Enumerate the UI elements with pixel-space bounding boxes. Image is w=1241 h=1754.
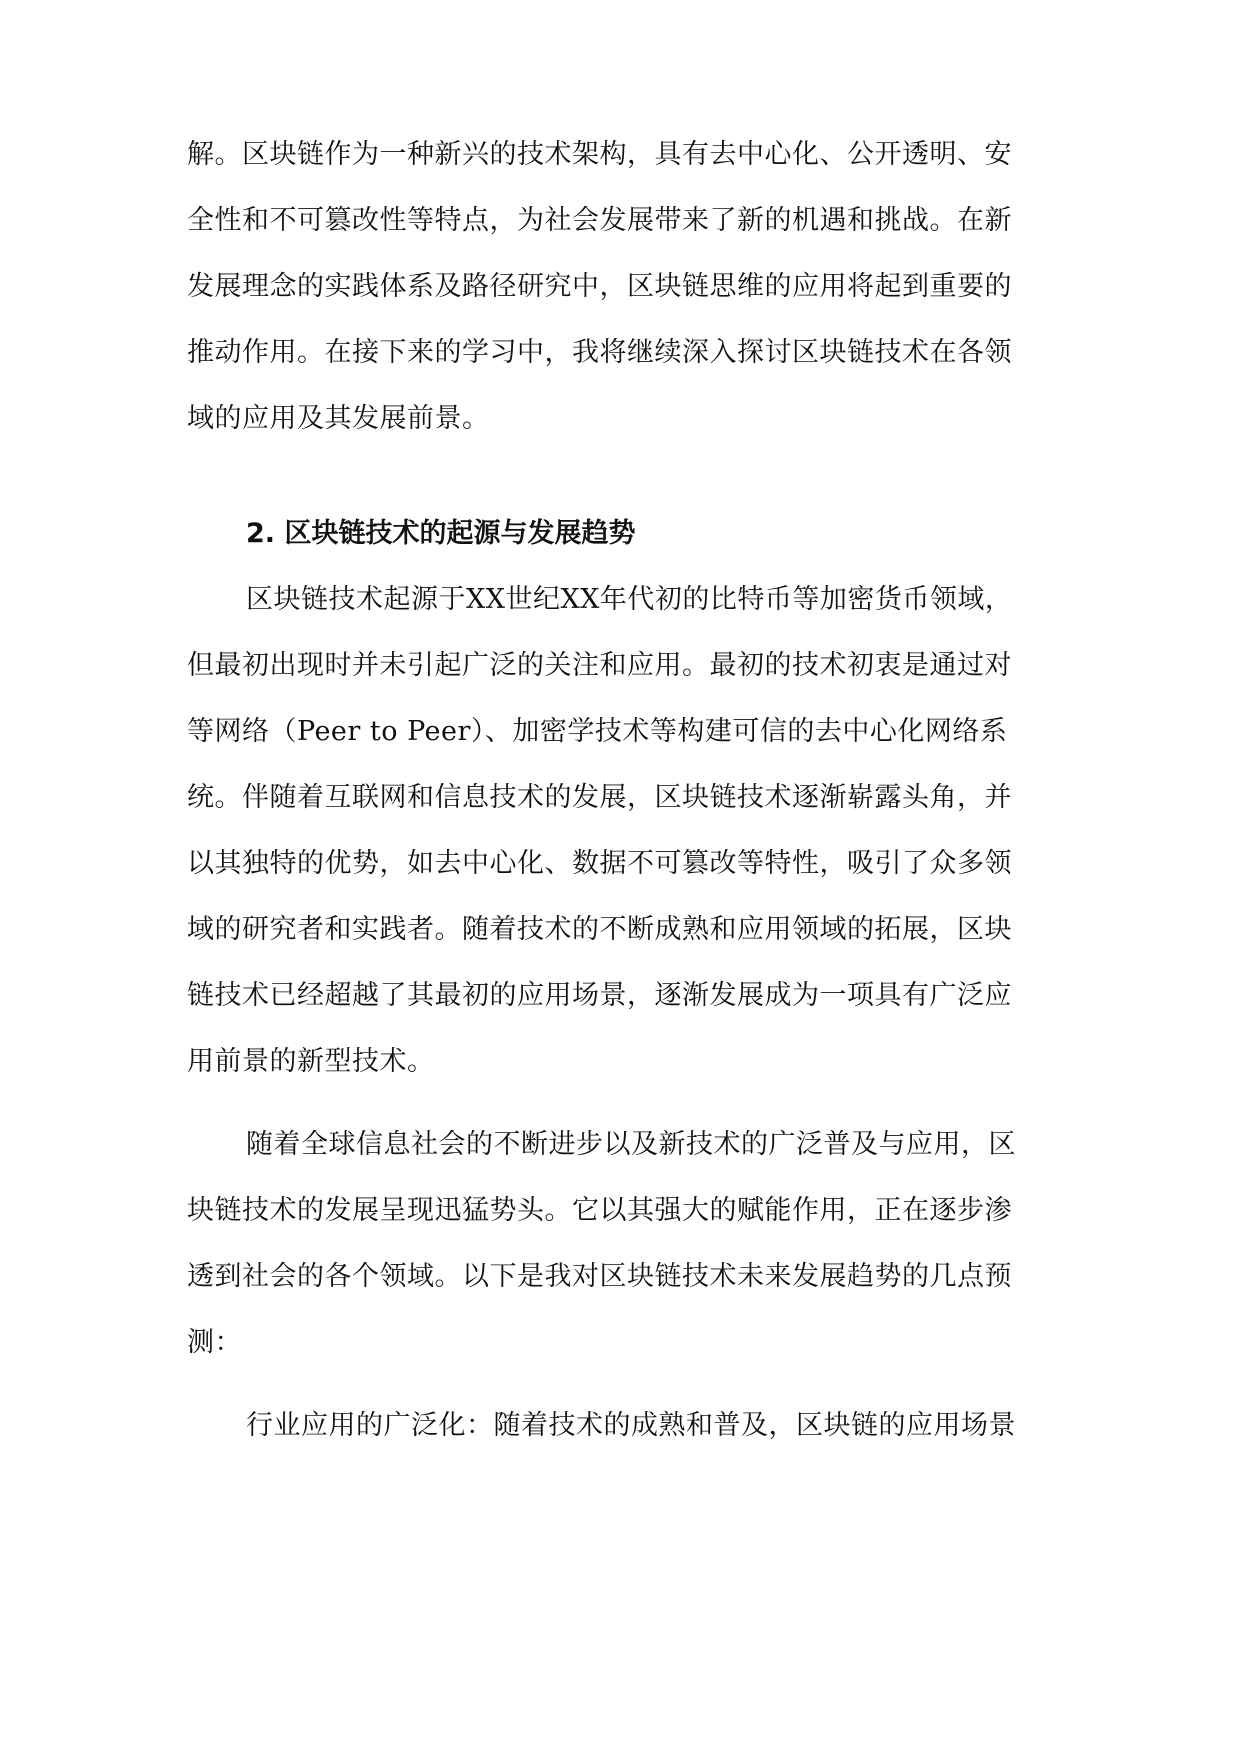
paragraph-2-line-4: 统。伴随着互联网和信息技术的发展，区块链技术逐渐崭露头角，并 [187, 782, 1012, 813]
paragraph-2-line-2: 但最初出现时并未引起广泛的关注和应用。最初的技术初衷是通过对 [187, 650, 1012, 681]
section-heading: 2. 区块链技术的起源与发展趋势 [246, 518, 636, 549]
paragraph-2-line-5: 以其独特的优势，如去中心化、数据不可篡改等特性，吸引了众多领 [187, 848, 1012, 879]
paragraph-1-line-5: 域的应用及其发展前景。 [187, 403, 490, 434]
paragraph-3-line-2: 块链技术的发展呈现迅猛势头。它以其强大的赋能作用，正在逐步渗 [187, 1195, 1012, 1226]
paragraph-2-line-8: 用前景的新型技术。 [187, 1046, 435, 1077]
paragraph-1-line-3: 发展理念的实践体系及路径研究中，区块链思维的应用将起到重要的 [187, 271, 1012, 302]
paragraph-4-line-1: 行业应用的广泛化：随着技术的成熟和普及，区块链的应用场景 [246, 1410, 1016, 1441]
paragraph-3-line-1: 随着全球信息社会的不断进步以及新技术的广泛普及与应用，区 [246, 1129, 1016, 1160]
paragraph-3-line-3: 透到社会的各个领域。以下是我对区块链技术未来发展趋势的几点预 [187, 1261, 1012, 1292]
paragraph-1-line-2: 全性和不可篡改性等特点，为社会发展带来了新的机遇和挑战。在新 [187, 205, 1012, 236]
paragraph-2-line-3: 等网络（Peer to Peer）、加密学技术等构建可信的去中心化网络系 [187, 716, 1008, 747]
paragraph-3-line-4: 测： [187, 1327, 242, 1358]
paragraph-1-line-1: 解。区块链作为一种新兴的技术架构，具有去中心化、公开透明、安 [187, 139, 1012, 170]
paragraph-2-line-1: 区块链技术起源于XX世纪XX年代初的比特币等加密货币领域， [246, 584, 1013, 615]
paragraph-2-line-7: 链技术已经超越了其最初的应用场景，逐渐发展成为一项具有广泛应 [187, 980, 1012, 1011]
paragraph-1-line-4: 推动作用。在接下来的学习中，我将继续深入探讨区块链技术在各领 [187, 337, 1012, 368]
paragraph-2-line-6: 域的研究者和实践者。随着技术的不断成熟和应用领域的拓展，区块 [187, 914, 1012, 945]
